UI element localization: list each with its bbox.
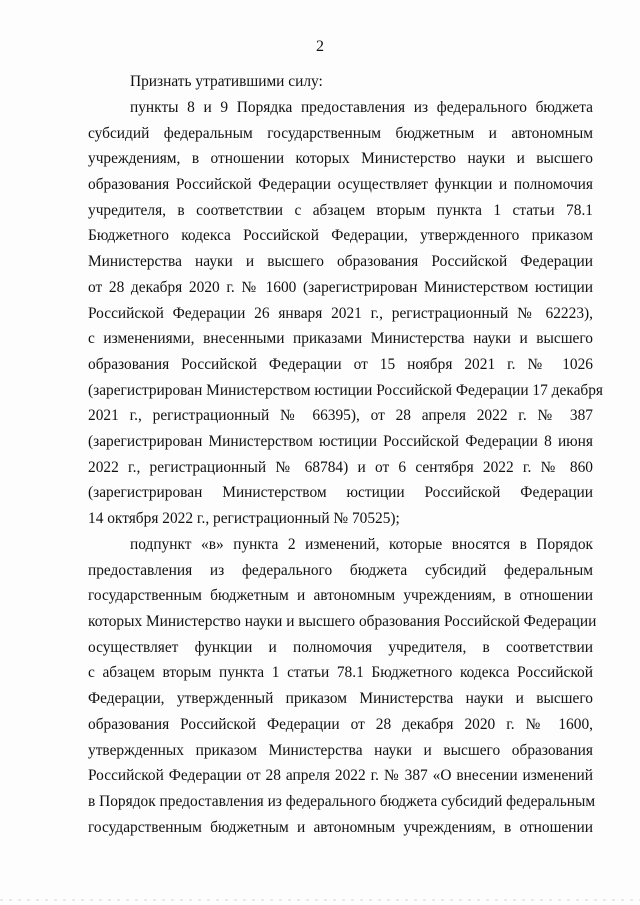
intro-heading: Признать утратившими силу:	[130, 73, 323, 90]
text-line: Российской Федерации 26 января 2021 г., регистрационный № 62223),	[88, 304, 593, 322]
text-line: (зарегистрирован Министерством юстиции Российской Федерации 17 декабря	[88, 381, 603, 399]
text-line: субсидий федеральным государственным бюджетным и автономным	[88, 124, 593, 142]
text-line: 2021 г., регистрационный № 66395), от 28 апреля 2022 г. № 387	[88, 407, 593, 425]
text-line: которых Министерство науки и высшего образования Российской Федерации	[88, 613, 597, 631]
text-line: государственным бюджетным и автономным учреждениям, в отношении	[88, 587, 593, 605]
text-line: (зарегистрирован Министерством юстиции Российской Федерации	[88, 484, 593, 502]
text-line: предоставления из федерального бюджета субсидий федеральным	[88, 561, 593, 579]
text-line: учреждениям, в отношении которых Министерство науки и высшего	[88, 150, 593, 168]
text-line: Бюджетного кодекса Российской Федерации, утвержденного приказом	[88, 227, 593, 245]
page-number: 2	[316, 38, 324, 55]
text-line: государственным бюджетным и автономным учреждениям, в отношении	[88, 818, 593, 836]
text-line: подпункт «в» пункта 2 изменений, которые вносятся в Порядок	[130, 536, 593, 553]
text-line: пункты 8 и 9 Порядка предоставления из федерального бюджета	[130, 99, 593, 116]
text-line: 2022 г., регистрационный № 68784) и от 6 сентября 2022 г. № 860	[88, 458, 593, 476]
text-line: с изменениями, внесенными приказами Министерства науки и высшего	[88, 330, 593, 348]
text-line: 14 октября 2022 г., регистрационный № 70525);	[88, 510, 400, 527]
text-line: образования Российской Федерации осуществляет функции и полномочия	[88, 176, 593, 194]
text-line: учредителя, в соответствии с абзацем вторым пункта 1 статьи 78.1	[88, 201, 593, 219]
text-line: Федерации, утвержденный приказом Министерства науки и высшего	[88, 690, 593, 708]
scan-artifact	[0, 899, 640, 901]
text-line: образования Российской Федерации от 15 ноября 2021 г. № 1026	[88, 355, 593, 373]
text-line: Министерства науки и высшего образования Российской Федерации	[88, 253, 593, 271]
paragraph-repealed-items	[88, 95, 603, 532]
text-line: Российской Федерации от 28 апреля 2022 г. № 387 «О внесении изменений	[88, 767, 593, 785]
text-line: осуществляет функции и полномочия учредителя, в соответствии	[88, 638, 593, 656]
text-line: образования Российской Федерации от 28 декабря 2020 г. № 1600,	[88, 715, 593, 733]
text-line: (зарегистрирован Министерством юстиции Российской Федерации 8 июня	[88, 432, 593, 450]
text-line: в Порядок предоставления из федерального бюджета субсидий федеральным	[88, 792, 596, 810]
text-line: с абзацем вторым пункта 1 статьи 78.1 Бюджетного кодекса Российской	[88, 664, 593, 682]
text-line: утвержденных приказом Министерства науки и высшего образования	[88, 741, 593, 759]
paragraph-subclause	[88, 532, 597, 840]
text-line: от 28 декабря 2020 г. № 1600 (зарегистрирован Министерством юстиции	[88, 278, 593, 296]
